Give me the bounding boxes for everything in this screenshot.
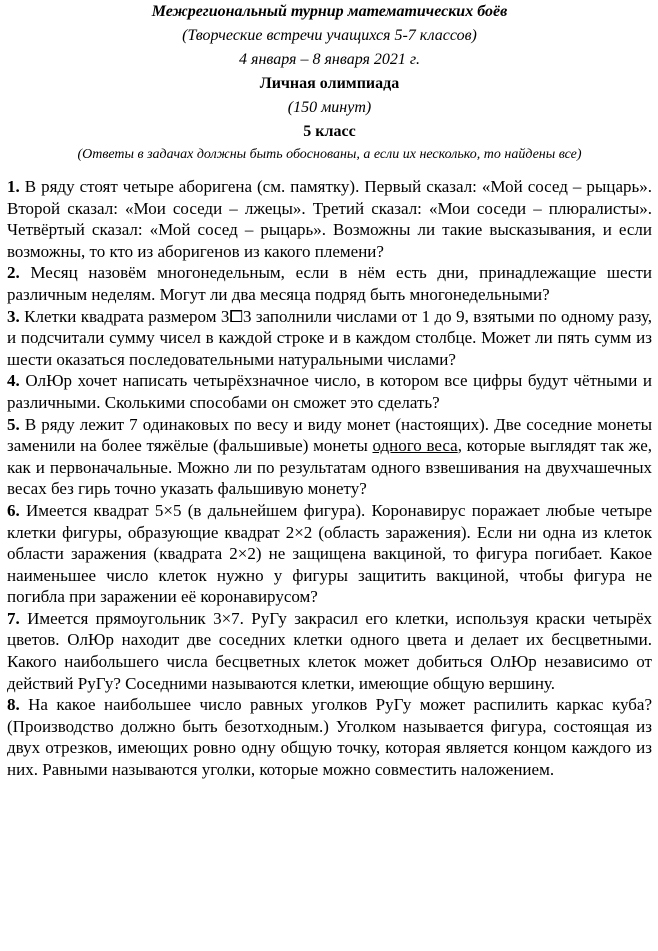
grade-label: 5 класс [303, 123, 356, 140]
problem-text-before: В ряду лежит 7 одинаковых по весу и виду монет (настоящих). Две соседние монеты заменили на более тяжёлые (фальшивые) монеты [7, 414, 653, 456]
event-title: Личная олимпиада [259, 75, 400, 92]
problem-text: Клетки квадрата размером 3⧠3 заполнили числами от 1 до 9, взятыми по одному разу, и подсчитали сумму чисел в каждой строке и в каждом столбце. Может ли пять сумм из шести оказаться последовательными натуральными числами? [7, 306, 653, 369]
problem-1 [7, 176, 652, 262]
problem-number: 5. [7, 414, 20, 434]
problem-7 [7, 608, 652, 694]
problem-number: 4. [7, 371, 20, 391]
problem-text-underlined: одного веса [372, 436, 458, 456]
problem-text: ОлЮр хочет написать четырёхзначное число, в котором все цифры будут чётными и различными. Сколькими способами он сможет это сделать? [7, 371, 652, 412]
problem-number: 1. [7, 177, 20, 196]
problem-list [7, 176, 652, 781]
problem-text: На какое наибольшее число равных уголков РуГу может распилить каркас куба? (Производство должно быть безотходным.) Уголком называется фигура, состоящая из двух отрезков, имеющих ровно одну общую точку, которая является концом каждого из них. Равными называются уголки, которые можно совместить наложением. [7, 695, 652, 780]
problem-number: 2. [7, 263, 20, 283]
problem-number: 8. [7, 695, 20, 715]
event-duration: (150 минут) [287, 99, 372, 116]
problem-number: 6. [7, 500, 20, 520]
tournament-subtitle: (Творческие встречи учащихся 5-7 классов) [182, 27, 477, 44]
problem-text: Имеется квадрат 5×5 (в дальнейшем фигура). Коронавирус поражает любые четыре клетки фигуры, образующие квадрат 2×2 (область заражения). Если ни одна из клеток области заражения (квадрата 2×2) не защищена вакциной, то фигура погибает. Какое наименьшее число клеток нужно у фигуры защитить вакциной, чтобы фигура не погибла при заражении её коронавирусом? [7, 500, 653, 607]
problem-number: 3. [7, 306, 20, 326]
problem-text-after: , которые выглядят так же, как и первоначальные. Можно ли по результатам одного взвешивания на двухчашечных весах без гирь точно указать фальшивую монету? [7, 436, 652, 499]
problem-8 [7, 694, 652, 780]
problem-4 [7, 370, 652, 413]
problem-number: 7. [7, 608, 20, 628]
problem-text: Имеется прямоугольник 3×7. РуГу закрасил его клетки, используя краски четырёх цветов. ОлЮр находит две соседних клетки одного цвета и делает их бесцветными. Какого наибольшего числа бесцветных клеток может добиться ОлЮр независимо от действий РуГу? Соседними называются клетки, имеющие общую вершину. [7, 608, 653, 693]
answer-note: (Ответы в задачах должны быть обоснованы, а если их несколько, то найдены все) [77, 147, 582, 162]
document-header [7, 0, 652, 166]
problem-text: В ряду стоят четыре аборигена (см. памятку). Первый сказал: «Мой сосед – рыцарь». Второй сказал: «Мои соседи – лжецы». Третий сказал: «Мои соседи – плюралисты». Четвёртый сказал: «Мой сосед – рыцарь». Возможны ли такие высказывания, и если возможны, то кто из аборигенов из какого племени? [7, 177, 652, 261]
problem-6 [7, 500, 652, 608]
problem-3 [7, 306, 652, 371]
problem-text: Месяц назовём многонедельным, если в нём есть дни, принадлежащие шести различным неделям. Могут ли два месяца подряд быть многонедельными? [7, 263, 652, 304]
problem-5 [7, 414, 652, 500]
tournament-dates: 4 января – 8 января 2021 г. [239, 51, 420, 68]
problem-2 [7, 262, 652, 305]
tournament-title: Межрегиональный турнир математических боёв [151, 3, 508, 20]
